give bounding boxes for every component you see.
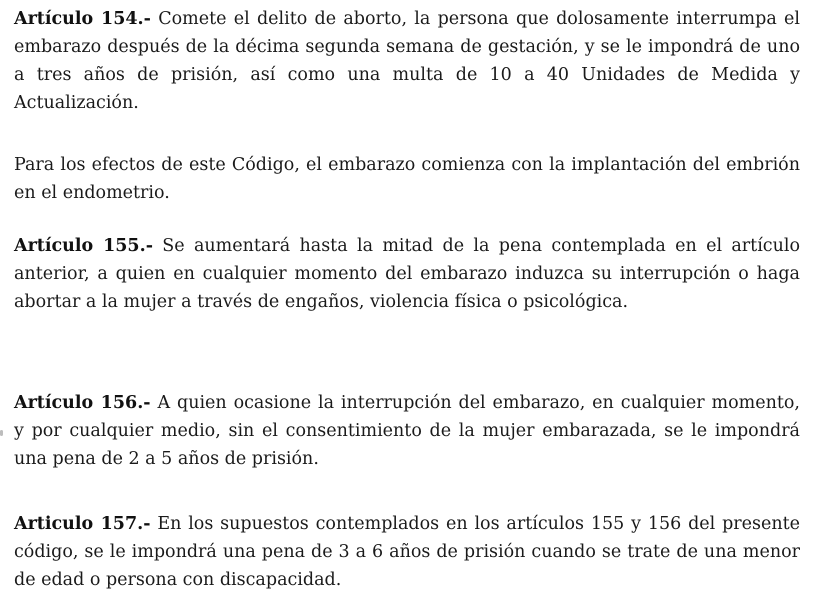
article-157-heading: Articulo 157.- bbox=[14, 514, 151, 534]
scan-artifact-mark bbox=[0, 430, 3, 436]
article-156-paragraph bbox=[14, 389, 800, 473]
article-154-heading: Artículo 154.- bbox=[14, 9, 151, 29]
article-154-text: Comete el delito de aborto, la persona que dolosamente interrumpa el embarazo después de la décima segunda semana de gestación, y se le impondrá de uno a tres años de prisión, así como una multa de 10 a 40 Unidades de Medida y Actualización. bbox=[14, 9, 800, 113]
article-157-paragraph bbox=[14, 510, 800, 594]
article-156-heading: Artículo 156.- bbox=[14, 393, 151, 413]
article-157-text: En los supuestos contemplados en los artículos 155 y 156 del presente código, se le impondrá una pena de 3 a 6 años de prisión cuando se trate de una menor de edad o persona con discapacidad. bbox=[14, 514, 800, 590]
article-154-second-text: Para los efectos de este Código, el embarazo comienza con la implantación del embrión en el endometrio. bbox=[14, 155, 800, 203]
article-155-heading: Artículo 155.- bbox=[14, 236, 153, 256]
article-155-text: Se aumentará hasta la mitad de la pena contemplada en el artículo anterior, a quien en cualquier momento del embarazo induzca su interrupción o haga abortar a la mujer a través de engaños, violencia física o psicológica. bbox=[14, 236, 800, 312]
article-155-paragraph bbox=[14, 232, 800, 316]
article-154-paragraph bbox=[14, 5, 800, 117]
article-156-text: A quien ocasione la interrupción del embarazo, en cualquier momento, y por cualquier medio, sin el consentimiento de la mujer embarazada, se le impondrá una pena de 2 a 5 años de prisión. bbox=[14, 393, 800, 469]
article-154-second-paragraph bbox=[14, 151, 800, 207]
